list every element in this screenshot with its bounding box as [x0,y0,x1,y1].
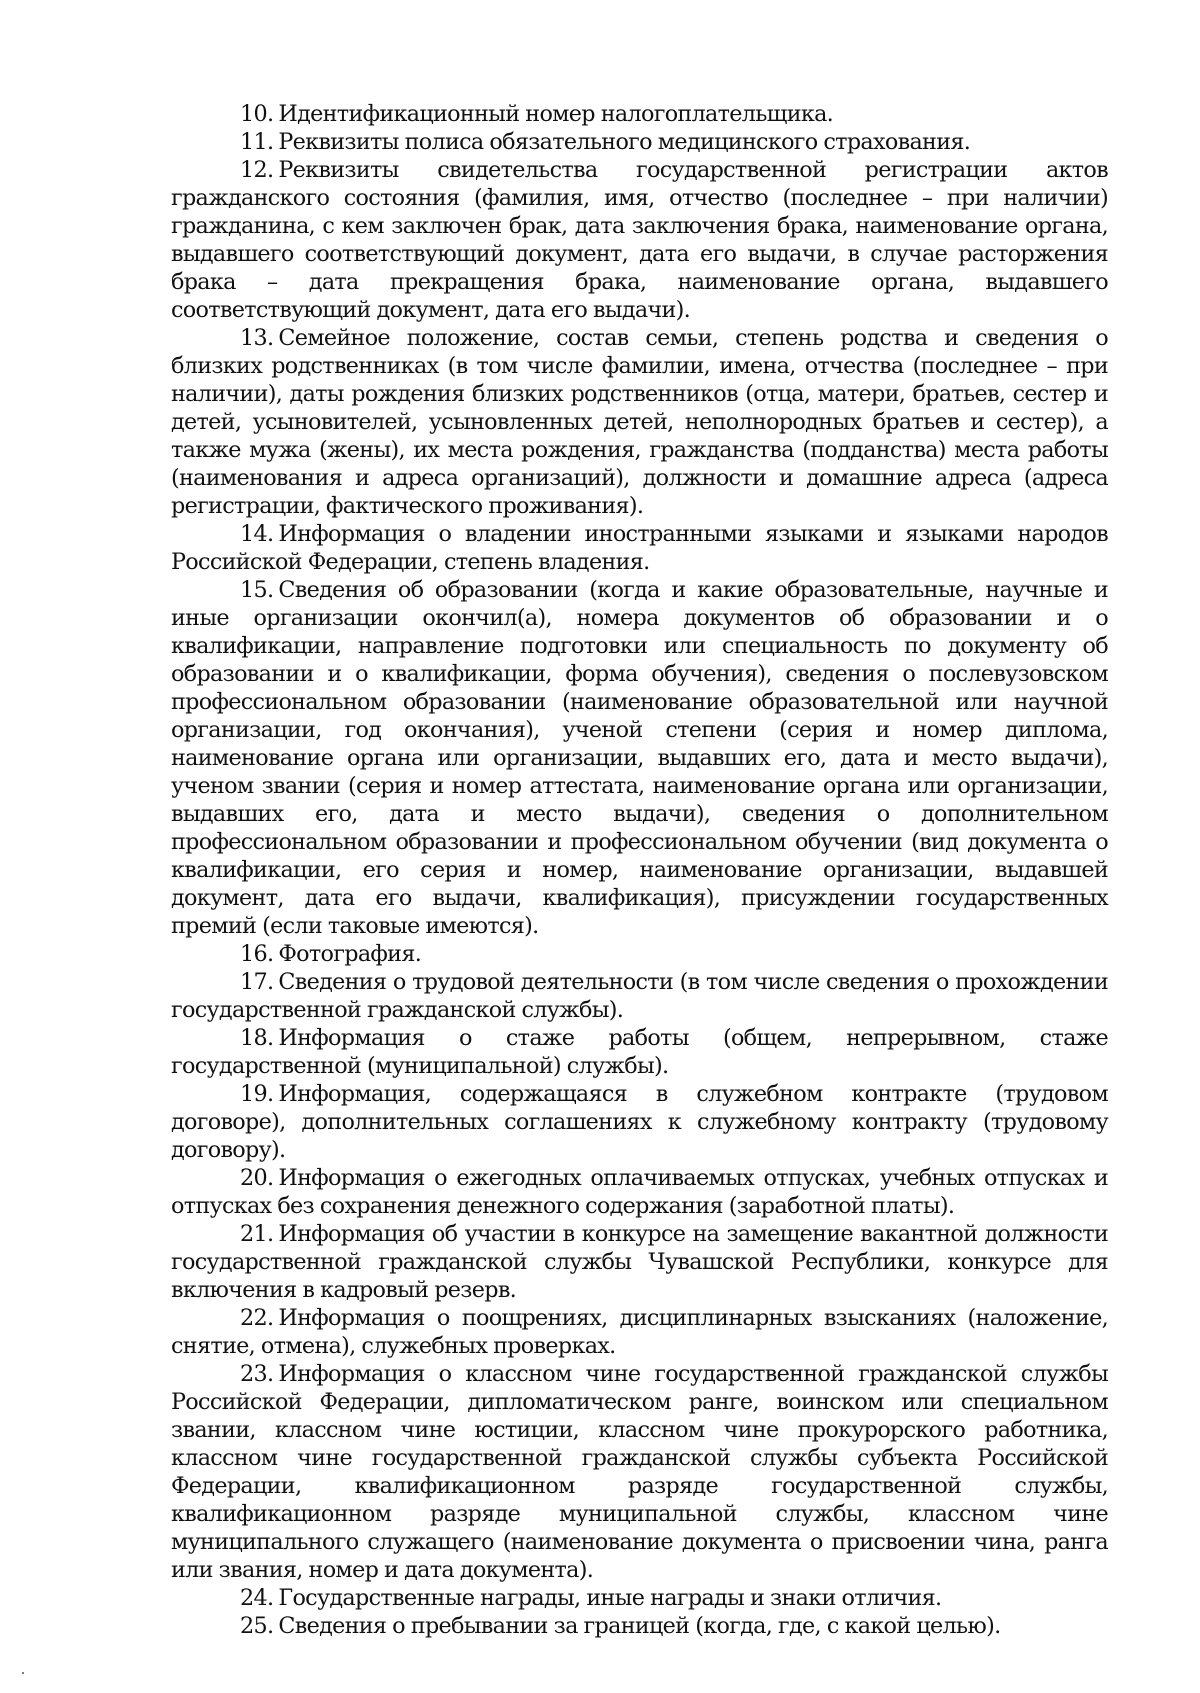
list-item-21 [171,1220,1108,1304]
list-item-23 [171,1360,1108,1584]
item-number: 17. [240,969,274,995]
item-number: 10. [240,101,274,127]
item-number: 25. [240,1613,274,1639]
list-item-16 [171,940,1108,968]
document-body [171,100,1108,1640]
list-item-19 [171,1080,1108,1164]
item-text: Государственные награды, иные награды и знаки отличия. [278,1585,942,1611]
item-text: Фотография. [278,941,422,967]
item-text: Информация о классном чине государственной гражданской службы Российской Федерации, дипломатическом ранге, воинском или специальном звании, классном чине юстиции, классном чине прокурорского работника, классном чине государственной гражданской службы субъекта Российской Федерации, квалификационном разряде государственной службы, квалификационном разряде муниципальной службы, классном чине муниципального служащего (наименование документа о присвоении чина, ранга или звания, номер и дата документа). [171,1361,1108,1583]
item-text: Информация о ежегодных оплачиваемых отпусках, учебных отпусках и отпусках без сохранения денежного содержания (заработной платы). [171,1165,1108,1219]
item-text: Информация о поощрениях, дисциплинарных взысканиях (наложение, снятие, отмена), служебных проверках. [171,1305,1108,1359]
item-number: 20. [240,1165,274,1191]
list-item-20 [171,1164,1108,1220]
item-number: 18. [240,1025,274,1051]
list-item-25 [171,1612,1108,1640]
item-number: 24. [240,1585,274,1611]
item-text: Идентификационный номер налогоплательщика. [278,101,834,127]
item-number: 14. [240,521,274,547]
list-item-11 [171,128,1108,156]
list-item-13 [171,324,1108,520]
scan-speck [22,1672,24,1674]
item-number: 16. [240,941,274,967]
list-item-14 [171,520,1108,576]
item-text: Информация о владении иностранными языками и языками народов Российской Федерации, степень владения. [171,521,1108,575]
list-item-22 [171,1304,1108,1360]
list-item-12 [171,156,1108,324]
item-text: Реквизиты полиса обязательного медицинского страхования. [278,129,971,155]
item-number: 11. [240,129,274,155]
item-number: 22. [240,1305,274,1331]
item-text: Информация о стаже работы (общем, непрерывном, стаже государственной (муниципальной) службы). [171,1025,1108,1079]
item-text: Сведения о трудовой деятельности (в том числе сведения о прохождении государственной гражданской службы). [171,969,1108,1023]
list-item-17 [171,968,1108,1024]
item-text: Семейное положение, состав семьи, степень родства и сведения о близких родственниках (в том числе фамилии, имена, отчества (последнее – при наличии), даты рождения близких родственников (отца, матери, братьев, сестер и детей, усыновителей, усыновленных детей, неполнородных братьев и сестер), а также мужа (жены), их места рождения, гражданства (подданства) места работы (наименования и адреса организаций), должности и домашние адреса (адреса регистрации, фактического проживания). [171,325,1108,519]
item-number: 23. [240,1361,274,1387]
item-number: 13. [240,325,274,351]
list-item-15 [171,576,1108,940]
item-text: Сведения о пребывании за границей (когда, где, с какой целью). [278,1613,1001,1639]
item-number: 12. [240,157,274,183]
item-number: 21. [240,1221,274,1247]
item-number: 19. [240,1081,274,1107]
item-text: Реквизиты свидетельства государственной регистрации актов гражданского состояния (фамилия, имя, отчество (последнее – при наличии) гражданина, с кем заключен брак, дата заключения брака, наименование органа, выдавшего соответствующий документ, дата его выдачи, в случае расторжения брака – дата прекращения брака, наименование органа, выдавшего соответствующий документ, дата его выдачи). [171,157,1108,323]
item-number: 15. [240,577,274,603]
item-text: Сведения об образовании (когда и какие образовательные, научные и иные организации окончил(а), номера документов об образовании и о квалификации, направление подготовки или специальность по документу об образовании и о квалификации, форма обучения), сведения о послевузовском профессиональном образовании (наименование образовательной или научной организации, год окончания), ученой степени (серия и номер диплома, наименование органа или организации, выдавших его, дата и место выдачи), ученом звании (серия и номер аттестата, наименование органа или организации, выдавших его, дата и место выдачи), сведения о дополнительном профессиональном образовании и профессиональном обучении (вид документа о квалификации, его серия и номер, наименование организации, выдавшей документ, дата его выдачи, квалификация), присуждении государственных премий (если таковые имеются). [171,577,1108,939]
list-item-18 [171,1024,1108,1080]
list-item-24 [171,1584,1108,1612]
item-text: Информация об участии в конкурсе на замещение вакантной должности государственной гражданской службы Чувашской Республики, конкурсе для включения в кадровый резерв. [171,1221,1108,1303]
item-text: Информация, содержащаяся в служебном контракте (трудовом договоре), дополнительных соглашениях к служебному контракту (трудовому договору). [171,1081,1108,1163]
list-item-10 [171,100,1108,128]
